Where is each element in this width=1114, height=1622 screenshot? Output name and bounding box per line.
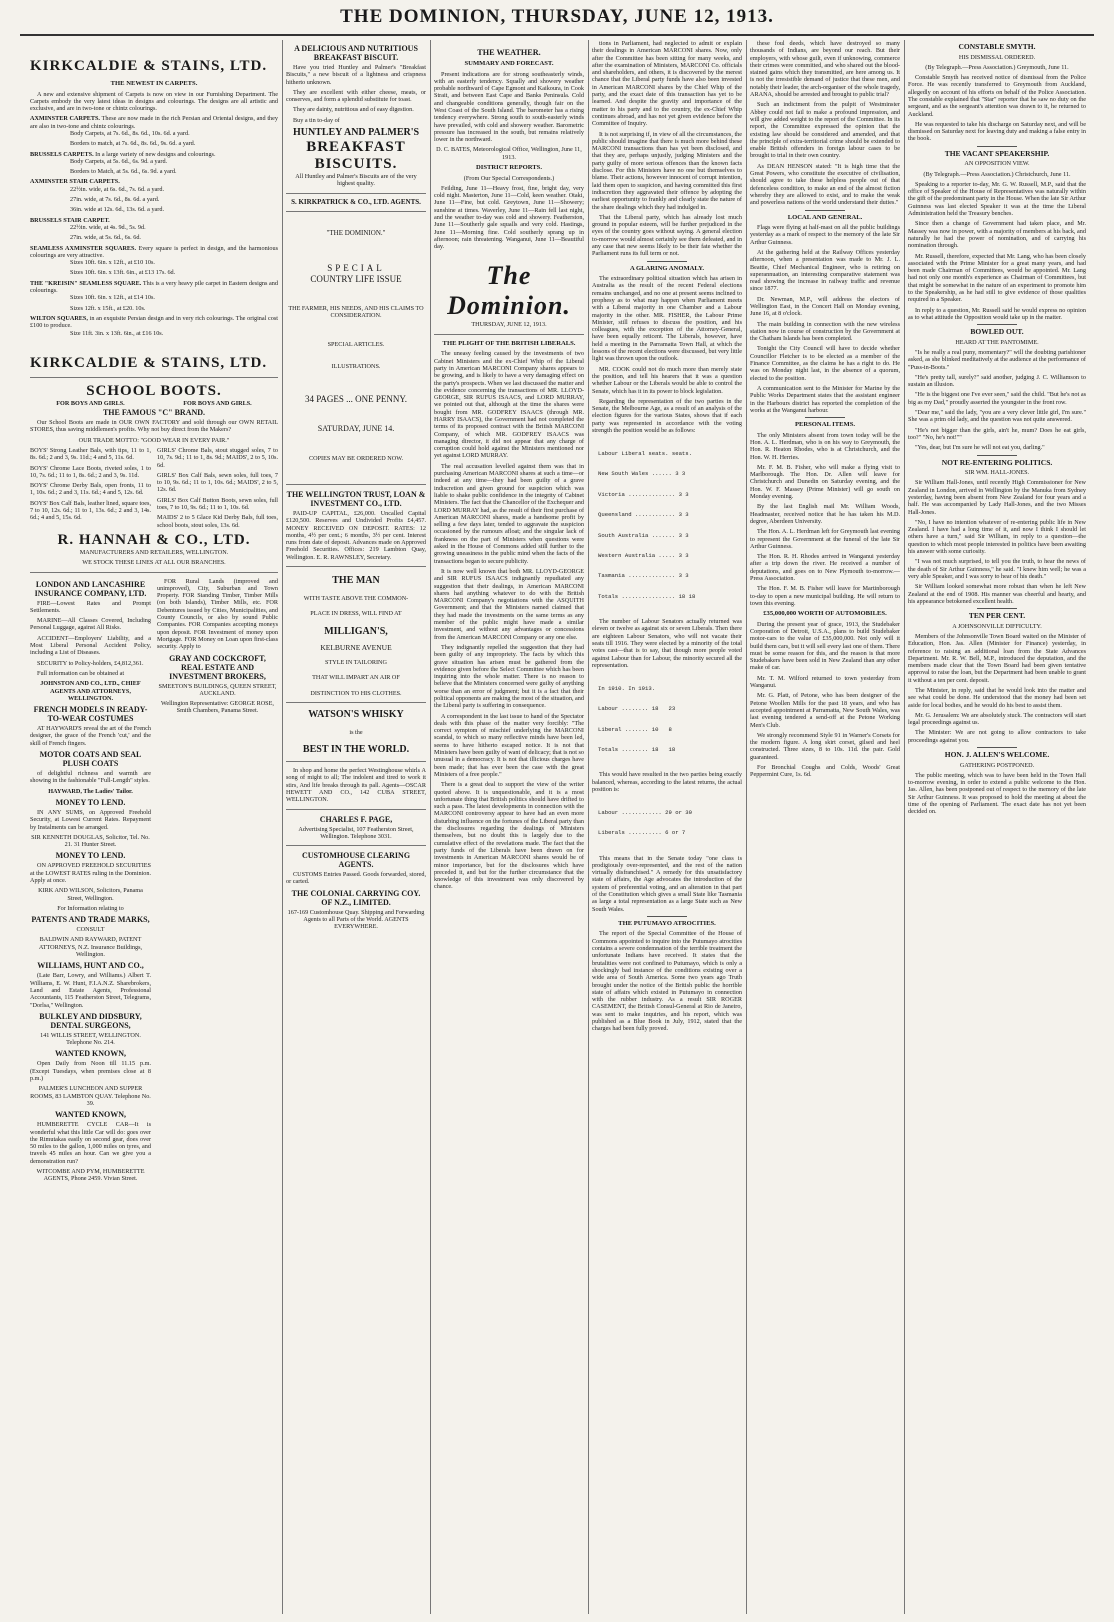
column-4: tions in Parliament, had neglected to admit or explain their dealings in American MARCONI shares. Now, only after the Committee has been sitting for many weeks, and after the examination of Ministers, MARCONI Co. officials and shareholders, and others, it is discovered by the merest chance that the Liberal party funds have also been invested in American MARCONI shares by the Chief Whip of the party, and the exact date of this transaction has yet to be learned. And despite the gravity and importance of the matter to his party and to the country, the ex-Chief Whip continues abroad, and has not yet given evidence before the Committee of Inquiry. It is not surprising if, in view of all the circumstances, the public should imagine that there is much more behind these MARCONI transactions than has yet been disclosed, and that they are, perhaps unjustly, judging Ministers and the party guilty of more serious offences than the known facts disclose. For this Ministers have no one but themselves to blame. Their actions, however innocent of corrupt intention, laid them open to suspicion, and having committed this first indiscretion they aggravated their offence by adopting the earliest opportunity to frankly and clearly state the nature of the share dealings which they had indulged in. That the Liberal party, which has already lost much ground in popular esteem, will be further prejudiced in the eyes of the country goes without saying. A general election to-morrow would almost certainly see them defeated, and in any case that new seems likely to be their fate whether the Parliament runs its full term or not. A GLARING ANOMALY. The extraordinary political situation which has arisen in Australia as the result of the recent Federal elections remains unchanged, and no one at present seems inclined to prophesy as to what may happen when Parliament meets with a Liberal majority in one Chamber and a Labour majority in the other. MR. FISHER, the Labour Prime Minister, still refuses to discuss the position, and his colleagues, with the exception of the Attorney-General, have been equally reticent. The Liberals, however, have held a meeting in the Parramatta Town Hall, at which the lessons of the recent elections were discussed, but very little light was thrown upon the outlook. MR. COOK could not do much more than merely state the position, and tell his hearers that it was a question whether Labour or the Liberals would be able to control the Senate, which has it in its power to block legislation. Regarding the representation of the two parties in the Senate, the Melbourne Age, as a result of an analysis of the election figures for the various States, shows that if each party was represented in accordance with the voting strength the position would be as follows: Labour Liberal seats. seats. New South Wales ...... 3 3 Victoria .............. 3 3 Queensland ............ 3 3 South Australia ....... 3 3 Western Australia ..... 3 3 Tasmania .............. 3 3 Totals ................ 18 18 The number of Labour Senators actually returned was eleven or twelve as against six or seven Liberals. Then there are eighteen Labour Senators, who will not vacate their seats till 1916. They were elected by a minority of the total votes cast—that is to say, that though more people voted against Labour than for Labour, the minority secured all the representation. In 1910. In 1913. Labour ........ 18 23 Liberal ....... 10 8 Totals ........ 18 18 This would have resulted in the two parties being exactly balanced, whereas, according to the latest returns, the actual position is: Labour ............ 29 or 30 Liberals .......... 6 or 7 This means that in the Senate today "one class is prodigiously over-represented, and the rest of the nation virtually disfranchised." A remedy for this unsatisfactory state of affairs, the Age advocates the introduction of the system of preferential voting, and an alteration in that part of the Constitution which gives a small State like Tasmania as large a total representation as a large State such as New South Wales. THE PUTUMAYO ATROCITIES. The report of the Special Committee of the House of Commons appointed to inquire into the Putumayo atrocities contains a severe condemnation of the terrible treatment the unfortunate Indians have received. It states that the brutalities were not confined to Putumayo, which is only a shockingly bad instance of the conditions existing over a wide area of South America. Some two years ago Truth brought under the notice of the British public the horrible state of affairs which existed in Putumayo in connection with the rubber industry. As a result SIR ROGER CASEMENT, the British Consul-General at Rio de Janeiro, was sent to make inquiries, and his report, which was published as a Blue Book in July, 1912, stated that the charges had been fully proved. — [592, 40, 742, 1033]
boot-item: MAIDS' 2 to 5 Glace Kid Derby Bals, full toes, school boots, stout soles, 13s. 6d. — [157, 514, 278, 529]
biscuit-brand: HUNTLEY AND PALMER'S — [292, 127, 420, 139]
putumayo-title: THE PUTUMAYO ATROCITIES. — [618, 919, 716, 927]
carpet-item: BRUSSELS STAIR CARPET. 22½in. wide, at 4s. 9d., 5s. 9d. 27in. wide, at 5s. 6d., 6s. 6d. — [30, 216, 146, 242]
senate-table-2: In 1910. In 1913. Labour ........ 18 23 Liberal ....... 10 8 Totals ........ 18 18 — [598, 684, 676, 753]
whisky-title: WATSON'S WHISKY — [308, 708, 404, 720]
school-boots-title: SCHOOL BOOTS. — [86, 382, 222, 399]
carpet-item: AXMINSTER STAIR CARPETS. 22½in. wide, at 6s. 6d., 7s. 6d. a yard. 27in. wide, at 7s. 6d., 8s. 6d. a yard. 36in. wide at 12s. 6d., 13s. 6d. a yard. — [30, 178, 165, 214]
senate-table-3: Labour ............ 29 or 30 Liberals .......... 6 or 7 — [598, 808, 692, 837]
column-rule — [746, 40, 747, 1614]
school-motto: OUR TRADE MOTTO: "GOOD WEAR IN EVERY PAIR." — [78, 436, 230, 444]
column-3: THE WEATHER. SUMMARY AND FORECAST. Present indications are for strong southeasterly winds, with an easterly tendency. Squally and showery weather probable northward of Cape Egmont and Kaikoura, in Cook Strait, and between East Cape and Banks Peninsula. Cold and changeable conditions generally, though fair on the West Coast of the South Island. The barometer has a rising tendency everywhere. Strong south to south-easterly winds have prevailed, with cold and showery weather. Barometric pressure has increased in the south, but remains relatively lower in the northward. D. C. BATES, Meteorological Office, Wellington, June 11, 1913. DISTRICT REPORTS. (From Our Special Correspondents.) Feilding, June 11—Heavy frost, fine, bright day, very cold night. Masterton, June 11—Cold, keen weather. Otaki, June 11—Fine, but cold. Greytown, June 11—Showery; sunshine at times. Waverley, June 11—Rain fell last night, and the weather to-day was cold and showery. Featherston, June 11—Southerly gale squalls and very cold. Hastings, June 11—Morning fine. Cold southerly sprang up in afternoon; rain threatening. Wanganui, June 11—Beautiful day. The Dominion. THURSDAY, JUNE 12, 1913. THE PLIGHT OF THE BRITISH LIBERALS. The uneasy feeling caused by the investments of two Cabinet Ministers and the ex-Chief Whip of the Liberal party in American MARCONI Company shares appears to be growing, and is likely to have a very damaging effect on the party's prospects. When we last discussed the matter and the evidence concerning the transactions of MR. LLOYD-GEORGE, SIR RUFUS ISAACS, and LORD MURRAY, we pointed out that, although at the time the shares were bought from MR. GODFREY ISAACS (through MR. HARRY ISAACS), the Government had not completed the terms of its proposed contract with the British MARCONI Company, of which MR. GODFREY ISAACS was managing director, it did not appear that any charge of corruption could hold against the Ministers mentioned nor yet against LORD MURRAY. The real accusation levelled against them was that in purchasing American MARCONI shares at such a time—or indeed at any time—they had been guilty of a grave indiscretion and given ground for suspicion which was liable to shake public confidence in the integrity of Cabinet Ministers. The fact that the Chancellor of the Exchequer and LORD MURRAY had, as the result of their first purchase of American MARCONI shares, made a handsome profit by selling a few days later, tended to aggravate the suspicion occasioned by the rumours afloat; and the singular lack of frankness on the part of Ministers when questions were asked in the House of Commons added still further to the growing uneasiness in the public mind when the facts of the transactions began to secure publicity. It is now well known that both MR. LLOYD-GEORGE and SIR RUFUS ISAACS indignantly repudiated any suggestion that their dealings, in American MARCONI shares had anything whatever to do with the British MARCONI Company's negotiations with the ASQUITH Government; and that the Ministers named claimed that they had made the investments on the same terms as any member of the public might have made a similar investment, and without any advantages or concessions from the American MARCONI Company or any one else. They indignantly repelled the suggestion that they had been guilty of any impropriety. The facts by which this grave situation has arisen must be gathered from the evidence given before the Select Committee which has been inquiring into the whole matter. There is no reason to believe that the Ministers concerned were guilty of anything worse than an error of judgment; but it is a fact that their political opponents are making the most of the situation, and the Liberal party is suffering in consequence. A correspondent in the last issue to hand of the Spectator deals with this phase of the matter very forcibly: "The correct symptom of mischief underlying the MARCONI scandal, to which so many reflective minds have been led, seems to have hitherto escaped notice. It is not that Ministers have been guilty of want of delicacy; that is not so unusual in a democracy. It is not that illicious charges have been made; that has ever been the case with the great Ministers of a free people." There is a great deal to support the view of the writer quoted above. It is unquestionable, and it is a most unfortunate thing that British politics should have drifted to such a pass. The latest developments in connection with the MARCONI controversy appear to have had an even more disturbing influence on the fortunes of the Liberal party than the disclosures regarding the dealings of Ministers themselves, but no doubt this is largely due to the cumulative effect of the revelations made. The fact that the party funds of the Liberals have been drawn on for investments in American MARCONI shares would be of minor importance, but for the disclosures which have preceded it, and but for the further circumstance that the knowledge of this investment was only discovered by chance. — [434, 48, 584, 891]
man-title: THE MAN — [332, 575, 380, 587]
kirkcaldie-subtitle: THE NEWEST IN CARPETS. — [110, 80, 198, 87]
allen-welcome-title: HON. J. ALLEN'S WELCOME. — [944, 750, 1050, 760]
school-brand: THE FAMOUS "C" BRAND. — [102, 408, 206, 418]
biscuit-title: A DELICIOUS AND NUTRITIOUS BREAKFAST BISCUIT. — [294, 44, 418, 62]
boot-item: GIRLS' Box Calf Button Boots, sewn soles, full toes, 7 to 10, 9s. 6d.; 11 to 1, 10s. 6d. — [157, 496, 278, 512]
local-general-title: LOCAL AND GENERAL. — [787, 213, 863, 221]
carpet-item: WILTON SQUARES, in an exquisite Persian design and in very rich colourings. The original cost £100 to produce. Size 11ft. 3in. x 13ft. 6in., at £16 10s. — [30, 314, 278, 337]
dominion-promo: "THE DOMINION." — [326, 228, 386, 237]
ten-per-cent-title: TEN PER CENT. — [968, 611, 1026, 621]
hannah-title: R. HANNAH & CO., LTD. — [57, 531, 251, 548]
carpet-item: THE "KREISIN" SEAMLESS SQUARE. This is a very heavy pile carpet in Eastern designs and colourings. Sizes 10ft. 6in. x 12ft., at £14 10s. Sizes 12ft. x 15ft., at £20. 10s. — [30, 279, 278, 312]
kirkcaldie-intro: A new and extensive shipment of Carpets is now on view in our Furnishing Department. The Carpets embody the very latest ideas in designs and colourings. The designs are all artistic and exclusive, and are in two-tone or chintz colourings. — [30, 90, 278, 113]
column-6: CONSTABLE SMYTH. HIS DISMISSAL ORDERED. (By Telegraph.—Press Association.) Greymouth, June 11. Constable Smyth has received notice of dismissal from the Police Force. He was recently transferred to Greymouth from Auckland, allegedly on account of his efforts on behalf of the Police Association. The constable explained that "Star" reporter that he saw no duty on the sergeant, and as the sergeant's attention was drawn to it, he returned to Auckland. He was requested to take his discharge on Saturday next, and will be dismissed on Saturday next for leaving duty and making a false entry in the book. THE VACANT SPEAKERSHIP. AN OPPOSITION VIEW. (By Telegraph.—Press Association.) Christchurch, June 11. Speaking to a reporter to-day, Mr. G. W. Russell, M.P., said that the office of Speaker of the House of Representatives was naturally within the gift of the predominant party in the House. When the late Sir Arthur Guinness was last elected Speaker it was at the time the Liberal Administration held the Treasury benches. Since then a change of Government had taken place, and Mr. Massey was now in power, with a majority of members at his back, and naturally he had the power of nomination, and of carrying his nomination through. Mr. Russell, therefore, expected that Mr. Lang, who has been closely associated with the Prime Minister for a great many years, and had been made Chairman of Committees, would be appointed. Mr. Lang had not only one month's experience as Chairman of Committees, but that might be somewhat in the nature of an experiment to promote him to the Speakership, as he had still to give evidence of those qualities required in a Speaker. In reply to a question, Mr. Russell said he would express no opinion as to what attitude the Opposition would take up in the matter. BOWLED OUT. HEARD AT THE PANTOMIME. "Is he really a real puny, momentary?" will the doubting parishioner asked, as she blinked meditatively at the audience at the performance of "Puss-in-Boots." "He's pretty tall, surely?" said another, judging J. C. Williamson to sustain an illusion. "He is the biggest one I've ever seen," said the child. "But he's not as big as my Dad," proudly asserted the youngster in the front row. "Dear me," said the lady, "you are a very clever little girl, I'm sure." She was a prim old lady, and the question was not quite answered. "He's not bigger than the girls, ain't he, mum? Does he eat girls, too?" "No, he's not!"" "Yes, dear, but I'm sure he will not eat you, darling." NOT RE-ENTERING POLITICS. SIR WM. HALL-JONES. Sir William Hall-Jones, until recently High Commissioner for New Zealand in London, arrived in Wellington by the Manuka from Sydney yesterday, having been absent from New Zealand for four years and a half. He was accompanied by Lady Hall-Jones, and the two Misses Hall-Jones. "No, I have no intention whatever of re-entering public life in New Zealand. I have had a long time of it, and now I think I should let others have a turn," said Sir William, in reply to a question—the question to which most people interested in politics have been awaiting his answer with some curiosity. "I was not much surprised, to tell you the truth, to hear the news of the death of Sir Arthur Guinness," he said. "I knew him well; he was a very able Speaker, and I was sorry to hear of his death." Sir William looked somewhat more robust than when he left New Zealand at the end of 1908. His manner was cheerful and hearty, and his appearance betokened excellent health. TEN PER CENT. A JOHNSONVILLE DIFFICULTY. Members of the Johnsonville Town Board waited on the Minister of Education, Hon. Jas. Allen (Minister for Finance) yesterday, in reference to raising an additional loan from the State Advances Department. Mr. R. W. Bell, M.P., introduced the deputation, and the members made clear that the Town Board had been given tentative approval to raise the loan, but the Department had been unable to grant it without a ten per cent. deposit. The Minister, in reply, said that he would look into the matter and see what could be done. He understood that the money had been set aside for local bodies, and he would do his best to assist them. Mr. G. Jerusalem: We are absolutely stuck. The contractors will start legal proceedings against us. The Minister: We are not going to allow contractors to take proceedings against you. HON. J. ALLEN'S WELCOME. GATHERING POSTPONED. The public meeting, which was to have been held in the Town Hall to-morrow evening, in order to extend a public welcome to the Hon. Jas. Allen, has been postponed out of respect to the memory of the late Sir Arthur Guinness. It was proposed to hold the meeting at about the time of the opening of Parliament. The exact date has not yet been decided on. — [908, 42, 1086, 816]
gray-cockcroft-title: GRAY AND COCKCROFT, REAL ESTATE AND INVESTMENT BROKERS, — [169, 653, 266, 681]
masthead — [20, 6, 1094, 36]
boot-item: BOYS' Chrome Lace Boots, riveted soles, 1 to 10, 7s. 6d.; 11 to 1, 8s. 6d.; 2 and 3, 9s. 11d. — [30, 464, 151, 479]
column-1: KIRKCALDIE & STAINS, LTD. THE NEWEST IN CARPETS. A new and extensive shipment of Carpets is now on view in our Furnishing Department. The Carpets embody the very latest ideas in designs and colourings. The designs are all artistic and exclusive, and are in two-tone or chintz colourings. AXMINSTER CARPETS. These are now made in the rich Persian and Oriental designs, and they are also in two-tone and chintz colourings. Body Carpets, at 7s. 6d., 8s. 6d., 10s. 6d. a yard. Borders to match, at 7s. 6d., 8s. 6d., 9s. 6d. a yard. BRUSSELS CARPETS. In a large variety of new designs and colourings. Body Carpets, at 5s. 6d., 6s. 9d. a yard. Borders to Match, at 5s. 6d., 6s. 9d. a yard. AXMINSTER STAIR CARPETS. 22½in. wide, at 6s. 6d., 7s. 6d. a yard. 27in. wide, at 7s. 6d., 8s. 6d. a yard. 36in. wide at 12s. 6d., 13s. 6d. a yard. BRUSSELS STAIR CARPET. 22½in. wide, at 4s. 9d., 5s. 9d. 27in. wide, at 5s. 6d., 6s. 6d. SEAMLESS AXMINSTER SQUARES. Every square is perfect in design, and the harmonious colourings are very attractive. Sizes 10ft. 6in. x 12ft., at £10 10s. Sizes 10ft. 6in. x 13ft. 6in., at £13 17s. 6d. THE "KREISIN" SEAMLESS SQUARE. This is a very heavy pile carpet in Eastern designs and colourings. Sizes 10ft. 6in. x 12ft., at £14 10s. Sizes 12ft. x 15ft., at £20. 10s. WILTON SQUARES, in an exquisite Persian design and in very rich colourings. The original cost £100 to produce. Size 11ft. 3in. x 13ft. 6in., at £16 10s. KIRKCALDIE & STAINS, LTD. SCHOOL BOOTS. FOR BOYS AND GIRLS. FOR BOYS AND GIRLS. THE FAMOUS "C" BRAND. Our School Boots are made in OUR OWN FACTORY and sold through our OWN RETAIL STORES, thus saving middlemen's profits. Why not buy direct from the Makers? OUR TRADE MOTTO: "GOOD WEAR IN EVERY PAIR." BOYS' Strong Leather Bals, with tips, 11 to 1, 8s. 6d.; 2 and 3, 9s. 11d.; 4 and 5, 11s. 6d. BOYS' Chrome Lace Boots, riveted soles, 1 to 10, 7s. 6d.; 11 to 1, 8s. 6d.; 2 and 3, 9s. 11d. BOYS' Chrome Derby Bals, open fronts, 11 to 1, 10s. 6d.; 2 and 3, 11s. 6d.; 4 and 5, 12s. 6d. BOYS' Box Calf Bals, leather lined, square toes, 7 to 10, 12s. 6d.; 11 to 1, 13s. 6d.; 2 and 3, 14s. 6d.; 4 and 5, 15s. 6d. GIRLS' Chrome Bals, stout stugged soles, 7 to 10, 7s. 9d.; 11 to 1, 8s. 9d.; MAIDS', 2 to 5, 10s. 6d. GIRLS' Box Calf Bals, sewn soles, full toes, 7 to 10, 9s. 6d.; 11 to 1, 10s. 6d.; MAIDS', 2 to 5, 12s. 6d. GIRLS' Box Calf Button Boots, sewn soles, full toes, 7 to 10, 9s. 6d.; 11 to 1, 10s. 6d. MAIDS' 2 to 5 Glace Kid Derby Bals, full toes, school boots, stout soles, 13s. 6d. R. HANNAH & CO., LTD. MANUFACTURERS AND RETAILERS, WELLINGTON. WE STOCK THESE LINES AT ALL OUR BRANCHES. LONDON AND LANCASHIRE INSURANCE COMPANY, LTD. FIRE—Lowest Rates and Prompt Settlements. MARINE—All Classes Covered, Including Personal Luggage, against All Risks. ACCIDENT—Employers' Liability, and a Most Liberal Personal Accident Policy, including a List of Diseases. SECURITY to Policy-holders, £4,812,361. Full information can be obtained at JOHNSTON AND CO., LTD., CHIEF AGENTS AND ATTORNEYS, WELLINGTON. FRENCH MODELS IN READY-TO-WEAR COSTUMES AT HAYWARD'S reveal the art of the French designer, the grace of the French 'cut,' and the skill of French fingers. MOTOR COATS AND SEAL PLUSH COATS of delightful richness and warmth are showing in the fashionable "Full-Length" styles. HAYWARD, The Ladies' Tailor. MONEY TO LEND. IN ANY SUMS, on Approved Freehold Security, at Lowest Current Rates. Repayment by Instalments can be arranged. SIR KENNETH DOUGLAS, Solicitor, Tel. No. 21. 31 Hunter Street. MONEY TO LEND. ON APPROVED FREEHOLD SECURITIES at the LOWEST RATES ruling in the Dominion. Apply at once. KIRK AND WILSON, Solicitors, Panama Street, Wellington. For Information relating to PATENTS AND TRADE MARKS, CONSULT BALDWIN AND RAYWARD, PATENT ATTORNEYS, N.Z. Insurance Buildings, Wellington. WILLIAMS, HUNT AND CO., (Late Barr, Lowry, and Williams.) Albert T. Williams, E. W. Hunt, F.I.A.N.Z. Sharebrokers, Land and Estate Agents, Professional Accountants, 115 Featherston Street, Telegrams, "Dorlsa," Wellington. BULKLEY AND DIDSBURY, DENTAL SURGEONS, 141 WILLIS STREET, WELLINGTON. Telephone No. 214. WANTED KNOWN, Open Daily from Noon till 11.15 p.m. (Except Tuesdays, when premises close at 8 p.m.) PALMER'S LUNCHEON AND SUPPER ROOMS, 83 LAMBTON QUAY. Telephone No. 39. WANTED KNOWN, HUMBERETTE CYCLE CAR—It is wonderful what this little Car will do: goes over the Rimutakas easily on second gear, does over 50 miles to the gallon, 1,000 miles on tyres, and travels 45 miles an hour. Can we give you a demonstration run? WITCOMBE AND PYM, HUMBERETTE AGENTS, Phone 2459. Vivian Street. FOR Rural Lands (improved and unimproved), City, Suburban and Town Property. FOR Standing Timber, Timber Mills (on both Islands), Timber Mills, etc. FOR Debentures issued by Cities, Municipalities, and County Councils, or also by sound Public Companies. FOR Companies accepting moneys upon deposit. FOR Investment of money upon Mortgage. FOR Money on Loan upon first-class security. Apply to GRAY AND COCKCROFT, REAL ESTATE AND INVESTMENT BROKERS, SMEETON'S BUILDINGS, QUEEN STREET, AUCKLAND. Wellington Representative: GEORGE ROSE, Smith Chambers, Panama Street. — [30, 40, 278, 1614]
boot-item: BOYS' Chrome Derby Bals, open fronts, 11 to 1, 10s. 6d.; 2 and 3, 11s. 6d.; 4 and 5, 12s. 6d. — [30, 482, 151, 497]
personal-items-title: PERSONAL ITEMS. — [794, 421, 856, 429]
school-intro: Our School Boots are made in OUR OWN FACTORY and sold through our OWN RETAIL STORES, thus saving middlemen's profits. Why not buy direct from the Makers? — [30, 419, 278, 434]
for-list: FOR Rural Lands (improved and unimproved), City, Suburban and Town Property. FOR Standing Timber, Timber Mills (on both Islands), Timber Mills, etc. FOR Debentures issued by Cities, Municipalities, and County Councils, or also by sound Public Companies. FOR Companies accepting moneys upon deposit. FOR Investment of money upon Mortgage. FOR Money on Loan upon first-class security. Apply to — [157, 577, 278, 651]
masthead-title: THE DOMINION, THURSDAY, JUNE 12, 1913. — [340, 6, 774, 27]
carpet-item: AXMINSTER CARPETS. These are now made in the rich Persian and Oriental designs, and they are also in two-tone and chintz colourings. Body Carpets, at 7s. 6d., 8s. 6d., 10s. 6d. a yard. Borders to match, at 7s. 6d., 8s. 6d., 9s. 6d. a yard. — [30, 115, 278, 148]
trust-title: THE WELLINGTON TRUST, LOAN & INVESTMENT CO., LTD. — [286, 489, 426, 508]
column-rule — [282, 40, 283, 1614]
vacant-speakership-title: THE VACANT SPEAKERSHIP. — [944, 148, 1050, 158]
senate-table: Labour Liberal seats. seats. New South Wales ...... 3 3 Victoria .............. 3 3 Queensland ............ 3 3 South Australia ....... 3 3 Western Australia ..... 3 3 Tasmania .............. 3 3 Totals ................ 18 18 — [598, 449, 696, 600]
column-2: A DELICIOUS AND NUTRITIOUS BREAKFAST BISCUIT. Have you tried Huntley and Palmer's "Breakfast Biscuits," a new biscuit of a lightness and crispness hitherto unknown. They are excellent with either cheese, meats, or conserves, and form a splendid substitute for toast. They are dainty, nutritious and of easy digestion. Buy a tin to-day of HUNTLEY AND PALMER'S BREAKFAST BISCUITS. All Huntley and Palmer's Biscuits are of the very highest quality. S. KIRKPATRICK & CO., LTD. AGENTS. "THE DOMINION." SPECIAL COUNTRY LIFE ISSUE THE FARMER, HIS NEEDS, AND HIS CLAIMS TO CONSIDERATION. SPECIAL ARTICLES. ILLUSTRATIONS. 34 PAGES ... ONE PENNY. SATURDAY, JUNE 14. COPIES MAY BE ORDERED NOW. THE WELLINGTON TRUST, LOAN & INVESTMENT CO., LTD. PAID-UP CAPITAL, £26,000. Uncalled Capital £120,500. Reserves and Undivided Profits £4,457. MONEY RECEIVED ON DEPOSIT. RATES: 12 months, 4½ per cent.; 6 months, 3½ per cent. Interest runs from date of deposit. Advances made on Approved Freehold Securities. Offices: 219 Lambton Quay, Wellington. E. R. RAWNSLEY, Secretary. THE MAN WITH TASTE ABOVE THE COMMON- PLACE IN DRESS, WILL FIND AT MILLIGAN'S, KELBURNE AVENUE STYLE IN TAILORING THAT WILL IMPART AN AIR OF DISTINCTION TO HIS CLOTHES. WATSON'S WHISKY is the BEST IN THE WORLD. In shop and home the perfect Westinghouse whirls A song of might to all; The indolent and tired to work it stirs, And life breaks through its pall. Agents—OSCAR HEWETT AND CO., 142 CUBA STREET, WELLINGTON. CHARLES F. PAGE, Advertising Specialist, 107 Featherston Street, Wellington. Telephone 3031. CUSTOMHOUSE CLEARING AGENTS. CUSTOMS Entries Passed. Goods forwarded, stored, or carted. THE COLONIAL CARRYING COY. OF N.Z., LIMITED. 167-169 Customhouse Quay. Shipping and Forwarding Agents to all Parts of the World. AGENTS EVERYWHERE. — [286, 44, 426, 931]
boot-list — [30, 447, 278, 532]
column-rule — [904, 40, 905, 1614]
kirkcaldie-title: KIRKCALDIE & STAINS, LTD. — [30, 58, 268, 74]
school-for: FOR BOYS AND GIRLS. FOR BOYS AND GIRLS. — [56, 399, 252, 407]
column-rule — [430, 40, 431, 1614]
paper-nameplate: The Dominion. THURSDAY, JUNE 12, 1913. — [447, 260, 571, 328]
carpet-item: BRUSSELS CARPETS. In a large variety of new designs and colourings. Body Carpets, at 5s. 6d., 6s. 9d. a yard. Borders to Match, at 5s. 6d., 6s. 9d. a yard. — [30, 150, 216, 176]
column-rule — [588, 40, 589, 1614]
boot-item: BOYS' Strong Leather Bals, with tips, 11 to 1, 8s. 6d.; 2 and 3, 9s. 11d.; 4 and 5, 11s. 6d. — [30, 447, 151, 462]
biscuit-big: BREAKFAST BISCUITS. — [306, 139, 406, 173]
boot-item: GIRLS' Box Calf Bals, sewn soles, full toes, 7 to 10, 9s. 6d.; 11 to 1, 10s. 6d.; MAIDS', 2 to 5, 12s. 6d. — [157, 471, 278, 494]
boot-item: BOYS' Box Calf Bals, leather lined, square toes, 7 to 10, 12s. 6d.; 11 to 1, 13s. 6d.; 2 and 3, 14s. 6d.; 4 and 5, 15s. 6d. — [30, 499, 151, 522]
weather-title: THE WEATHER. — [477, 48, 541, 57]
smyth-title: CONSTABLE SMYTH. — [958, 42, 1036, 51]
boot-item: GIRLS' Chrome Bals, stout stugged soles, 7 to 10, 7s. 9d.; 11 to 1, 8s. 9d.; MAIDS', 2 to 5, 10s. 6d. — [157, 447, 278, 469]
carpet-list — [30, 115, 278, 336]
glaring-title: A GLARING ANOMALY. — [629, 264, 705, 272]
plight-title: THE PLIGHT OF THE BRITISH LIBERALS. — [442, 339, 576, 347]
carpet-item: SEAMLESS AXMINSTER SQUARES. Every square is perfect in design, and the harmonious colourings are very attractive. Sizes 10ft. 6in. x 12ft., at £10 10s. Sizes 10ft. 6in. x 13ft. 6in., at £13 17s. 6d. — [30, 244, 278, 277]
bowled-out-title: BOWLED OUT. — [970, 327, 1024, 337]
insurance-and-for: LONDON AND LANCASHIRE INSURANCE COMPANY, LTD. FIRE—Lowest Rates and Prompt Settlements. MARINE—All Classes Covered, Including Personal Luggage, against All Risks. ACCIDENT—Employers' Liability, and a Most Liberal Personal Accident Policy, including a List of Diseases. SECURITY to Policy-holders, £4,812,361. Full information can be obtained at JOHNSTON AND CO., LTD., CHIEF AGENTS AND ATTORNEYS, WELLINGTON. FRENCH MODELS IN READY-TO-WEAR COSTUMES AT HAYWARD'S reveal the art of the French designer, the grace of the French 'cut,' and the skill of French fingers. MOTOR COATS AND SEAL PLUSH COATS of delightful richness and warmth are showing in the fashionable "Full-Length" styles. HAYWARD, The Ladies' Tailor. MONEY TO LEND. IN ANY SUMS, on Approved Freehold Security, at Lowest Current Rates. Repayment by Instalments can be arranged. SIR KENNETH DOUGLAS, Solicitor, Tel. No. 21. 31 Hunter Street. MONEY TO LEND. ON APPROVED FREEHOLD SECURITIES at the LOWEST RATES ruling in the Dominion. Apply at once. KIRK AND WILSON, Solicitors, Panama Street, Wellington. For Information relating to PATENTS AND TRADE MARKS, CONSULT BALDWIN AND RAYWARD, PATENT ATTORNEYS, N.Z. Insurance Buildings, Wellington. WILLIAMS, HUNT AND CO., (Late Barr, Lowry, and Williams.) Albert T. Williams, E. W. Hunt, F.I.A.N.Z. Sharebrokers, Land and Estate Agents, Professional Accountants, 115 Featherston Street, Telegrams, "Dorlsa," Wellington. BULKLEY AND DIDSBURY, DENTAL SURGEONS, 141 WILLIS STREET, WELLINGTON. Telephone No. 214. WANTED KNOWN, Open Daily from Noon till 11.15 p.m. (Except Tuesdays, when premises close at 8 p.m.) PALMER'S LUNCHEON AND SUPPER ROOMS, 83 LAMBTON QUAY. Telephone No. 39. WANTED KNOWN, HUMBERETTE CYCLE CAR—It is wonderful what this little Car will do: goes over the Rimutakas easily on second gear, does over 50 miles to the gallon, 1,000 miles on tyres, and travels 45 miles an hour. Can we give you a demonstration run? WITCOMBE AND PYM, HUMBERETTE AGENTS, Phone 2459. Vivian Street. FOR Rural Lands (improved and unimproved), City, Suburban and Town Property. FOR Standing Timber, Timber Mills (on both Islands), Timber Mills, etc. FOR Debentures issued by Cities, Municipalities, and County Councils, or also by sound Public Companies. FOR Companies accepting moneys upon deposit. FOR Investment of money upon Mortgage. FOR Money on Loan upon first-class security. Apply to GRAY AND COCKCROFT, REAL ESTATE AND INVESTMENT BROKERS, SMEETON'S BUILDINGS, QUEEN STREET, AUCKLAND. Wellington Representative: GEORGE ROSE, Smith Chambers, Panama Street. — [30, 577, 278, 1183]
french-models-title: FRENCH MODELS IN READY-TO-WEAR COSTUMES — [33, 705, 148, 724]
london-insurance-title: LONDON AND LANCASHIRE INSURANCE COMPANY, LTD. — [34, 579, 147, 598]
column-5: these foul deeds, which have destroyed so many thousands of Indians, are beyond our reach. But their employers, with whose guilt, even if unknowing, commerce their crimes were committed, and who shared out the blood-stained gains which they transmitted, are here among us. It is not the irresistible demand of justice that these men, and notably their leader, the arch-organiser of the whole tragedy, ARANA, should be arrested and brought to public trial? Such an indictment from the pulpit of Westminster Abbey could not fail to make a profound impression, and will give added weight to the report of the Committee. In its report, the Committee expressed the opinion that the existing law should be considered and amended, and that the principle of extra-territorial crime should be extended to enable British offenders in foreign labour cases to be brought to trial in their own country. As DEAN HENSON stated: "It is high time that the Great Powers, who constitute the executive of civilisation, should agree to take these helpless people out of that defenceless condition, to make an end of the almost fiction whereby they are allowed to exist, and to make the weak and powerless nations of the world understand their duties." LOCAL AND GENERAL. Flags were flying at half-mast on all the public buildings yesterday as a mark of respect to the memory of the late Sir Arthur Guinness. At the gathering held at the Railway Offices yesterday afternoon, when a presentation was made to Mr. J. L. Beattie, Chief Mechanical Engineer, who is retiring on superannuation, an interesting comparative statement was read showing the increase in railway traffic and revenue since 1877. Dr. Newman, M.P., will address the electors of Wellington East, in the Concert Hall on Monday evening, June 16, at 8 o'clock. The main building in connection with the new wireless station now in course of construction by the Government at the Chatham Islands has been completed. Tonight the City Council will have to decide whether Councillor Fletcher is to be elected as a member of the Finance Committee, as the claims he has a right to do. He was on Monday night last, in the absence of a quorum, elected to the position. A communication sent to the Minister for Marine by the Public Works Department states that the assistant engineer in the Harbours district has reported the completion of the works at the Wanganui harbour. PERSONAL ITEMS. The only Ministers absent from town today will be the Hon. A. L. Herdman, who is on his way to Greymouth, the Hon. R. Heaton Rhodes, who is at Christchurch, and the Hon. W. H. Herries. Mr. F. M. B. Fisher, who will make a flying visit to Marlborough. The Hon. Dr. Allen will leave for Christchurch and Dunedin on Saturday evening, and the Hon. W. F. Massey (Prime Minister) will go south on Monday evening. By the last English mail Mr. William Woods, Headmaster, received notice that he has taken his M.D. degree, Aberdeen University. The Hon. A. L. Herdman left for Greymouth last evening to represent the Government at the funeral of the late Sir Arthur Guinness. The Hon. R. H. Rhodes arrived in Wanganui yesterday after a trip down the river. He received a number of deputations, and goes on to New Plymouth to-morrow.—Press Association. The Hon. F. M. B. Fisher will leave for Martinborough to-day to open a new municipal building. He will return to town this evening. £35,000,000 WORTH OF AUTOMOBILES. During the present year of grace, 1913, the Studebaker Corporation of Detroit, U.S.A., plans to build Studebaker motor-cars to the value of £35,000,000. Not only will it build them cars, but it will sell every last one of them. There must be some reason for this, and the reason is that more Studebakers have been sold in New Zealand than any other make of car. Mr. T. M. Wilford returned to town yesterday from Wanganui. Mr. G. Platt, of Petone, who has been designer of the Petone Woollen Mills for the past 18 years, and who has accepted appointment at Parramatta, New South Wales, was last evening tendered a send-off at the Petone Working Men's Club. We strongly recommend Style 91 in Warner's Corsets for the modern figure. A long skirt corset, gilsed and heel constructed. Three sizes, 8 to 10s. 11d. the pair. Gold guaranteed. For Bronchial Coughs and Colds, Woods' Great Peppermint Cure, 1s. 6d. — [750, 40, 900, 779]
automobiles-title: £35,000,000 WORTH OF AUTOMOBILES. — [763, 610, 887, 618]
politics-title: NOT RE-ENTERING POLITICS. — [941, 457, 1053, 467]
kirkcaldie-title-2: KIRKCALDIE & STAINS, LTD. — [30, 354, 268, 371]
